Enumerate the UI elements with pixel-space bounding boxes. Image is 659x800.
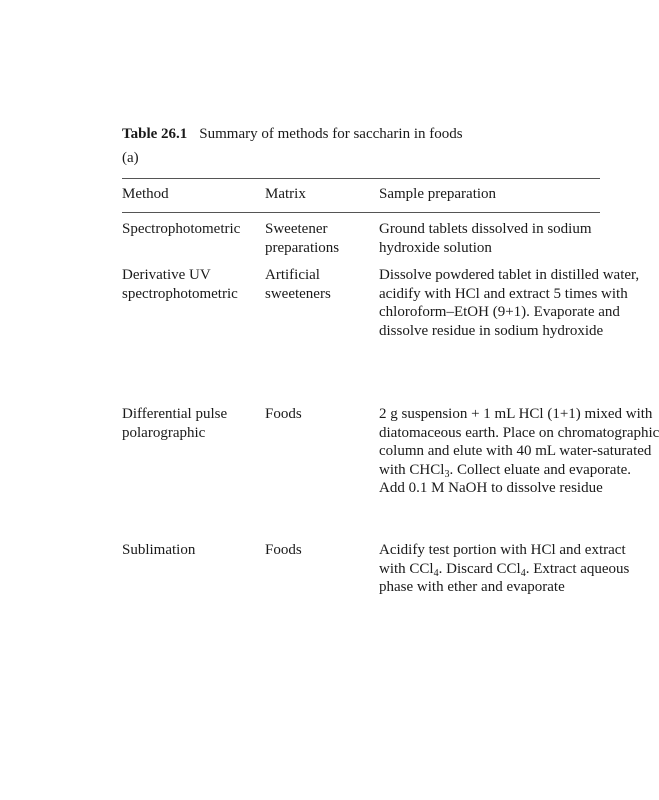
header-method: Method xyxy=(122,186,169,202)
table-row-2-prep: Dissolve powdered tablet in distilled water, acidify with HCl and extract 5 times with chloroform–EtOH (9+1). Evaporate and dissolve residue in sodium hydroxide xyxy=(379,267,640,339)
table-title: Summary of methods for saccharin in foods xyxy=(199,126,463,142)
table-top-rule xyxy=(122,178,600,179)
table-row-3-prep: 2 g suspension + 1 mL HCl (1+1) mixed with diatomaceous earth. Place on chromatographic column and elute with 40 mL water-saturated with CHCl$_3$. Collect eluate and evaporate. Add 0.1 M NaOH to dissolve residue xyxy=(379,406,659,496)
table-caption xyxy=(122,126,463,143)
table-row-3-matrix: Foods xyxy=(265,406,302,422)
table-row-2-method: Derivative UV spectrophotometric xyxy=(122,267,238,302)
table-header-rule xyxy=(122,212,600,213)
table-row-2-matrix: Artificial sweeteners xyxy=(265,267,331,302)
table-number: Table 26.1 xyxy=(122,126,188,142)
header-matrix: Matrix xyxy=(265,186,306,202)
table-row-4-method: Sublimation xyxy=(122,542,196,558)
table-row-4-prep: Acidify test portion with HCl and extract with CCl$_4$. Discard CCl$_4$. Extract aqueous phase with ether and evaporate xyxy=(379,542,630,595)
table-row-1-matrix: Sweetener preparations xyxy=(265,221,340,256)
header-sample-preparation: Sample preparation xyxy=(379,186,497,202)
table-part-label: (a) xyxy=(122,150,139,166)
table-row-1-prep: Ground tablets dissolved in sodium hydroxide solution xyxy=(379,221,592,256)
table-row-3-method: Differential pulse polarographic xyxy=(122,406,228,441)
table-row-4-matrix: Foods xyxy=(265,542,302,558)
table-row-1-method: Spectrophotometric xyxy=(122,221,241,237)
